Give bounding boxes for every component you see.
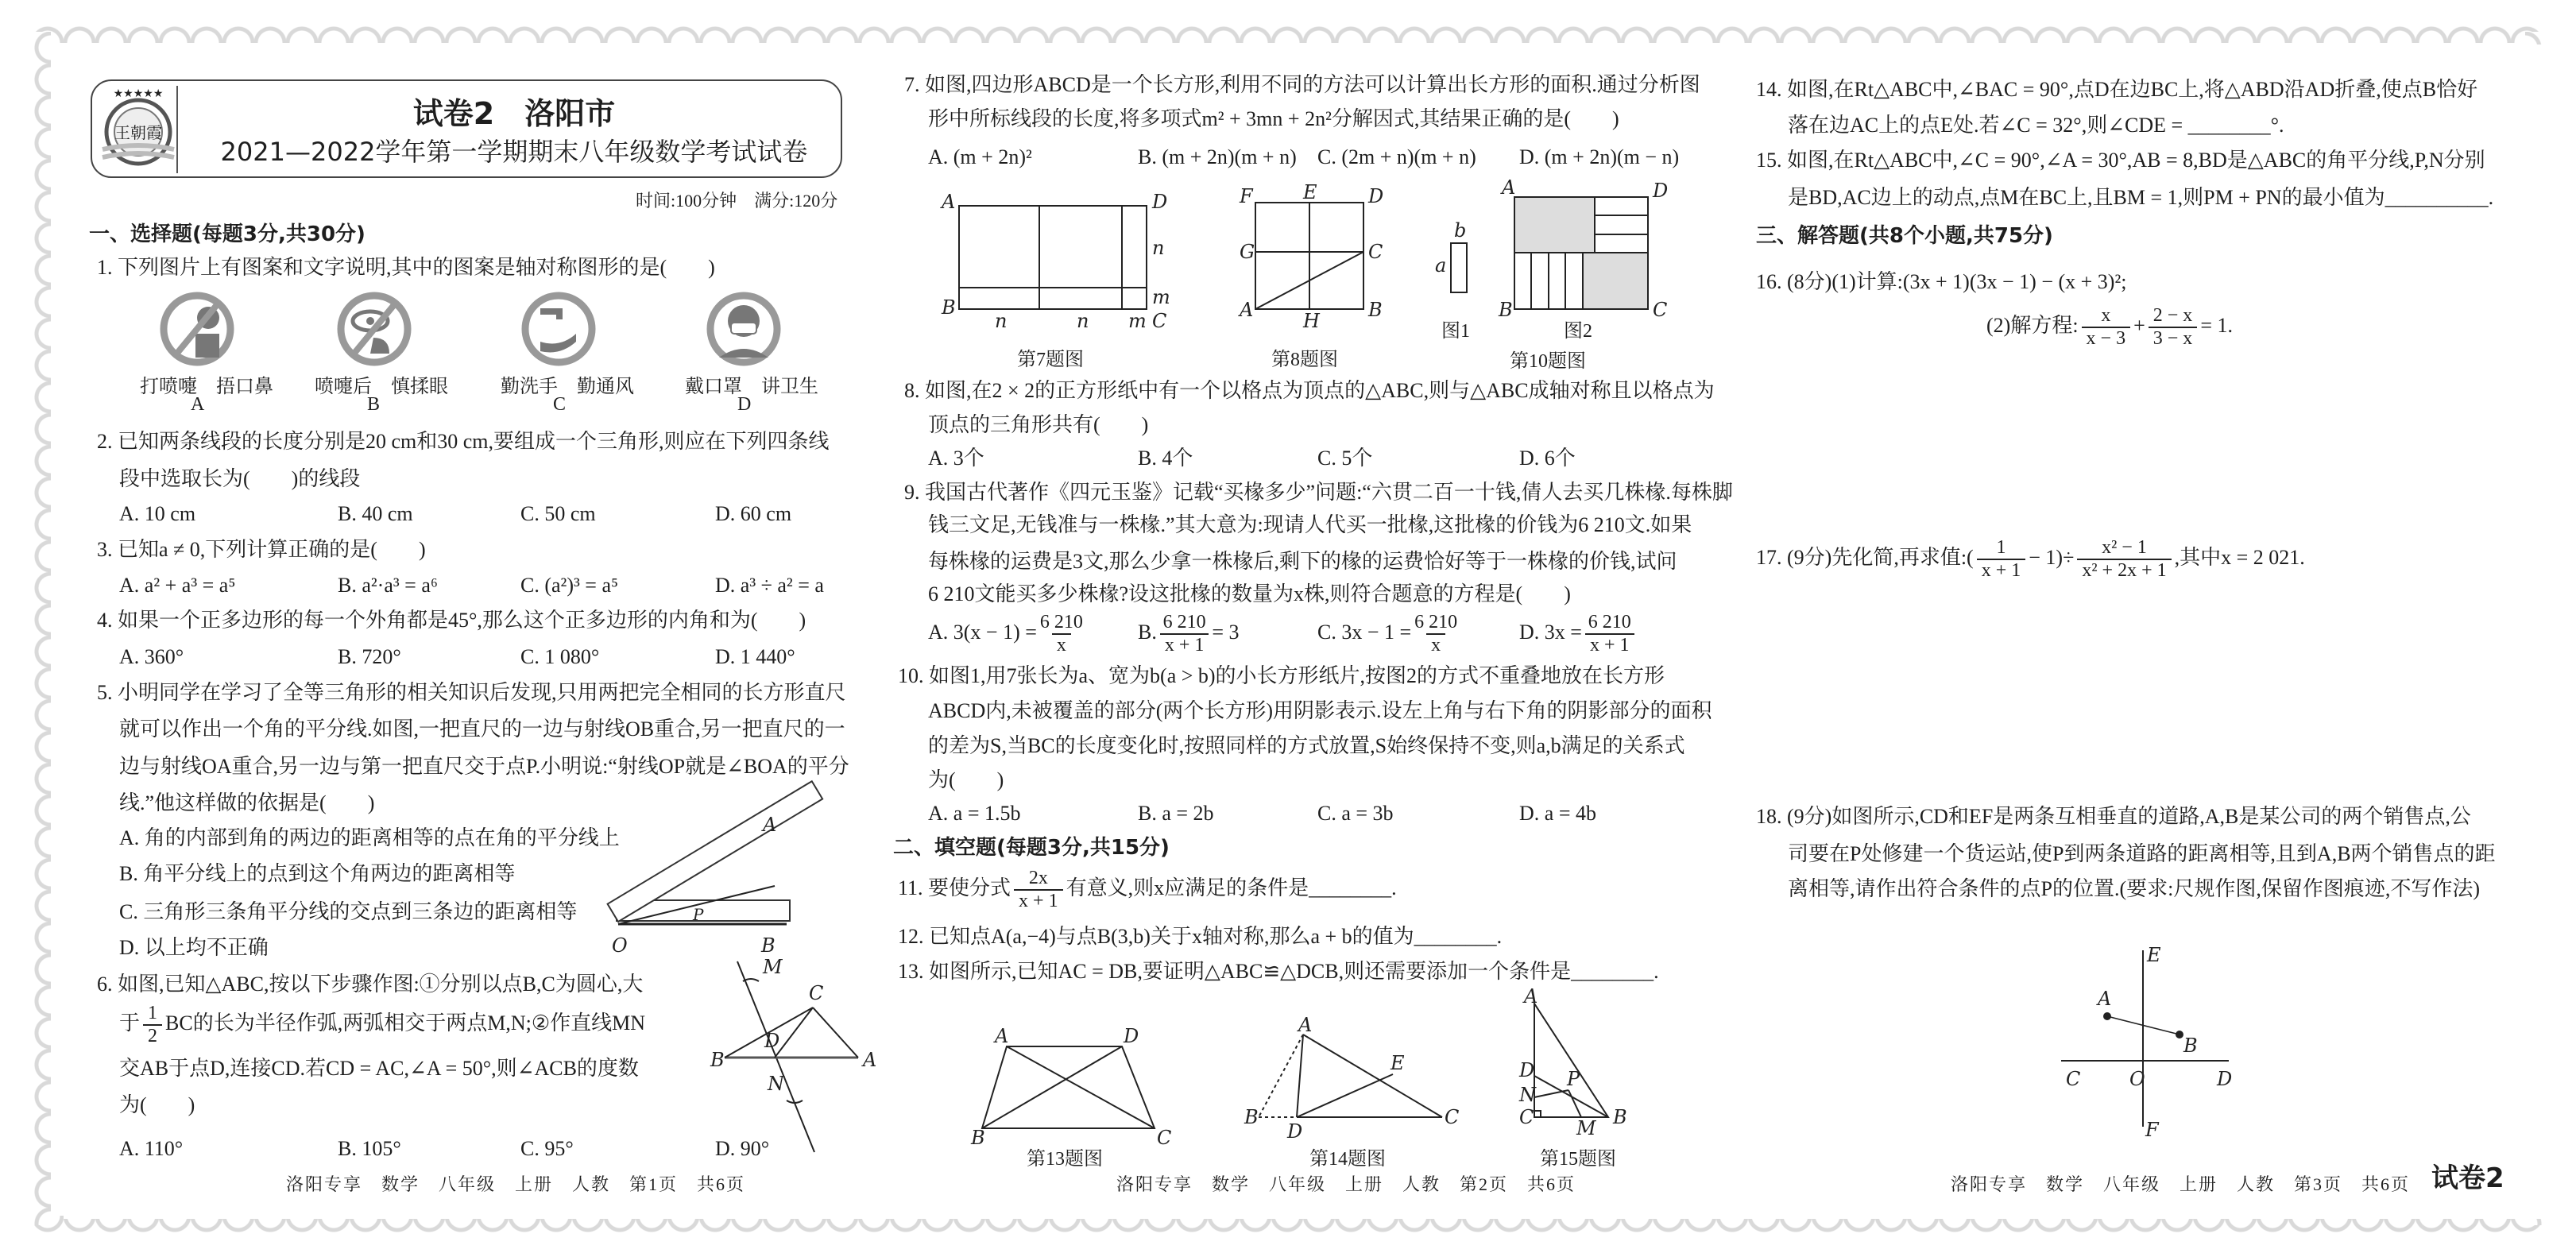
q6-figure [710,956,876,1152]
q17-pre: 17. (9分)先化简,再求值:( [1756,545,1974,569]
q16-part1: 16. (8分)(1)计算:(3x + 1)(3x − 1) − (x + 3)²; [1756,270,2127,293]
svg-text:B: B [942,296,956,319]
q9-line2: 钱三文足,无钱准与一株椽.”其大意为:现请人代买一批椽,这批椽的价钱为6 210文.如果 [928,513,1692,536]
svg-text:M: M [763,956,783,978]
svg-text:B: B [1499,299,1513,321]
svg-text:P: P [1567,1068,1580,1090]
fraction-denominator: x + 1 [1014,889,1063,912]
svg-text:C: C [1157,1127,1172,1149]
svg-text:B: B [1244,1106,1259,1128]
option-prefix: B. [1138,620,1157,644]
q16-part2-label: (2)解方程: [1986,313,2079,337]
q3-text: 3. 已知a ≠ 0,下列计算正确的是( ) [97,538,426,561]
svg-text:H: H [1303,310,1320,332]
q18-line2: 司要在P处修建一个货运站,使P到两条道路的距离相等,且到A,B两个销售点的距 [1788,842,2496,865]
eye-rub-icon [341,296,408,362]
q6-line2-pre: 于 [119,1011,141,1035]
q8-option-d[interactable]: D. 6个 [1519,447,1576,470]
q5-line3: 边与射线OA重合,另一边与第一把直尺交于点P.小明说:“射线OP就是∠BOA的平分 [119,755,849,778]
svg-text:A: A [1298,1014,1313,1036]
q6-option-c[interactable]: C. 95° [520,1137,574,1160]
fig13-quadrilateral [982,1046,1155,1128]
exam-subtitle: 2021—2022学年第一学期期末八年级数学考试试卷 [220,137,808,167]
svg-text:B: B [761,934,776,957]
svg-text:M: M [1576,1117,1596,1139]
svg-text:C: C [1653,299,1668,321]
q1-caption-b: 喷嚏后 慎揉眼 [315,377,448,397]
option-prefix: A. 3(x − 1) = [928,620,1037,644]
q5-option-c[interactable]: C. 三角形三条角平分线的交点到三条边的距离相等 [119,900,578,923]
svg-text:A: A [2098,988,2112,1010]
svg-text:m: m [1128,310,1147,332]
option-prefix: C. 3x − 1 = [1317,620,1412,644]
q3-option-c[interactable]: C. (a²)³ = a⁵ [520,574,619,597]
q12-text: 12. 已知点A(a,−4)与点B(3,b)关于x轴对称,那么a + b的值为________. [898,925,1503,948]
svg-text:A: A [1524,985,1538,1008]
hand-wash-icon [525,296,592,362]
fraction [1414,612,1457,656]
q11-text [898,868,1397,912]
fraction-denominator: x [1426,633,1445,656]
svg-text:A: A [1240,299,1254,321]
q6-line3: 交AB于点D,连接CD.若CD = AC,∠A = 50°,则∠ACB的度数 [119,1057,639,1080]
mask-icon [710,296,777,362]
q2-line1: 2. 已知两条线段的长度分别是20 cm和30 cm,要组成一个三角形,则应在下列四条线 [97,430,830,453]
fraction-denominator: x + 1 [1977,559,2026,582]
q1-option-d[interactable]: D [737,394,752,415]
fraction-numerator: 2x [1028,868,1048,888]
fraction-denominator: 2 [143,1024,162,1047]
svg-text:A: A [763,814,777,836]
q9-option-d[interactable] [1519,612,1638,656]
svg-text:n: n [1152,237,1165,259]
svg-text:B: B [2183,1035,2198,1057]
fraction-denominator: 3 − x [2149,327,2198,350]
fraction-numerator: 6 210 [1162,612,1206,632]
fig7-rectangle [959,206,1147,309]
section-fill-heading: 二、填空题(每题3分,共15分) [893,836,1170,860]
q10-option-c[interactable]: C. a = 3b [1317,802,1394,825]
q7-line1: 7. 如图,四边形ABCD是一个长方形,利用不同的方法可以计算出长方形的面积.通过分析图 [904,73,1700,96]
svg-text:D: D [764,1030,780,1052]
fraction [2082,305,2131,350]
q4-option-b[interactable]: B. 720° [338,645,401,668]
q2-option-b[interactable]: B. 40 cm [338,502,413,525]
svg-text:F: F [1240,185,1253,207]
fig15-triangle [1534,1004,1608,1117]
fraction [1040,612,1083,656]
q10-line3: 的差为S,当BC的长度变化时,按照同样的方式放置,S始终保持不变,则a,b满足的关系式 [928,734,1685,757]
q1-option-b[interactable]: B [367,394,381,415]
svg-text:B: B [1368,299,1383,321]
q7-line2: 形中所标线段的长度,将多项式m² + 3mn + 2n²分解因式,其结果正确的是( ) [928,107,1619,130]
svg-text:a: a [1435,254,1447,277]
q18-labels [2066,944,2232,1141]
q15-line2: 是BD,AC边上的动点,点M在BC上,且BM = 1,则PM + PN的最小值为__________. [1788,186,2494,209]
svg-text:C: C [809,982,824,1004]
fraction-numerator: 1 [1996,537,2006,558]
svg-text:D: D [1124,1025,1139,1047]
fraction-numerator: 2 − x [2152,305,2193,326]
page-footer-2: 洛阳专享 数学 八年级 上册 人教 第2页 共6页 [1116,1174,1576,1194]
fig8-caption: 第8题图 [1271,350,1338,370]
exam-badge: 试卷2 [2431,1162,2504,1194]
q6-labels [710,956,876,1095]
fig10-figure2 [1514,197,1648,309]
q11-post: 有意义,则x应满足的条件是________. [1066,876,1397,899]
fig7-labels [940,191,1170,332]
q9-option-c[interactable] [1317,612,1460,656]
svg-text:N: N [768,1073,784,1095]
fraction [1014,868,1063,912]
q6-option-a[interactable]: A. 110° [119,1137,184,1160]
svg-text:D: D [1653,180,1669,202]
fig13-caption: 第13题图 [1027,1149,1103,1170]
q8-line1: 8. 如图,在2 × 2的正方形纸中有一个以格点为顶点的△ABC,则与△ABC成轴对称且以格点为 [904,379,1715,402]
plus-sign: + [2133,313,2145,337]
q7-option-c[interactable]: C. (2m + n)(m + n) [1317,145,1476,168]
fig15-caption: 第15题图 [1540,1149,1616,1170]
q6-option-b[interactable]: B. 105° [338,1137,401,1160]
fraction [2077,537,2171,582]
q17-mid: − 1)÷ [2029,545,2075,569]
q10-option-b[interactable]: B. a = 2b [1138,802,1214,825]
section-choice-heading: 一、选择题(每题3分,共30分) [89,222,366,246]
svg-text:E: E [1303,181,1317,203]
q2-option-c[interactable]: C. 50 cm [520,502,596,525]
q6-line1: 6. 如图,已知△ABC,按以下步骤作图:①分别以点B,C为圆心,大 [97,973,644,996]
half-fraction [143,1003,162,1047]
page-footer-3: 洛阳专享 数学 八年级 上册 人教 第3页 共6页 [1951,1174,2411,1194]
q17-post: ,其中x = 2 021. [2174,545,2305,569]
q15-line1: 15. 如图,在Rt△ABC中,∠C = 90°,∠A = 30°,AB = 8,BD是△ABC的角平分线,P,N分别 [1756,149,2485,172]
q10-line4: 为( ) [928,768,1004,791]
q3-option-d[interactable]: D. a³ ÷ a² = a [715,574,824,597]
svg-text:P: P [693,905,704,924]
svg-text:B: B [710,1049,725,1071]
q5-option-b[interactable]: B. 角平分线上的点到这个角两边的距离相等 [119,862,516,885]
q5-option-a[interactable]: A. 角的内部到角的两边的距离相等的点在角的平分线上 [119,826,620,849]
fraction-numerator: x [2101,305,2111,326]
svg-text:O: O [612,934,628,957]
q14-line1: 14. 如图,在Rt△ABC中,∠BAC = 90°,点D在边BC上,将△ABD沿AD折叠,使点B恰好 [1756,78,2478,101]
q7-option-d[interactable]: D. (m + 2n)(m − n) [1519,145,1680,168]
q5-ruler-figure [608,781,823,957]
q10-line2: ABCD内,未被覆盖的部分(两个长方形)用阴影表示.设左上角与右下角的阴影部分的面积 [928,699,1712,722]
svg-text:E: E [1390,1052,1405,1074]
svg-text:b: b [1454,219,1467,242]
svg-text:D: D [1152,191,1168,213]
svg-text:A: A [863,1049,877,1071]
svg-text:n: n [1077,310,1089,332]
q14-line2: 落在边AC上的点E处.若∠C = 32°,则∠CDE = ________°. [1788,114,2284,137]
fraction-numerator: x² − 1 [2102,537,2147,558]
q2-option-a[interactable]: A. 10 cm [119,502,196,525]
svg-text:E: E [2147,944,2161,966]
svg-text:C: C [1445,1106,1460,1128]
fraction-numerator: 1 [148,1003,158,1023]
fig10-caption: 第10题图 [1510,351,1586,372]
q4-option-d[interactable]: D. 1 440° [715,645,795,668]
q1-caption-d: 戴口罩 讲卫生 [685,377,818,397]
q10-option-a[interactable]: A. a = 1.5b [928,802,1021,825]
q9-line1: 9. 我国古代著作《四元玉鉴》记载“买椽多少”问题:“六贯二百一十钱,倩人去买几株椽.每株脚 [904,481,1733,504]
q5-line1: 5. 小明同学在学习了全等三角形的相关知识后发现,只用两把完全相同的长方形直尺 [97,681,846,704]
q6-line2-post: BC的长为半径作弧,两弧相交于两点M,N;②作直线MN [165,1011,646,1035]
svg-text:C: C [2066,1068,2081,1090]
q4-text: 4. 如果一个正多边形的每一个外角都是45°,那么这个正多边形的内角和为( ) [97,609,806,632]
q2-option-d[interactable]: D. 60 cm [715,502,792,525]
q1-text: 1. 下列图片上有图案和文字说明,其中的图案是轴对称图形的是( ) [97,256,715,279]
fig14-labels [1244,1014,1459,1143]
q8-line2: 顶点的三角形共有( ) [928,413,1149,436]
svg-text:C: C [1152,310,1167,332]
q5-option-d[interactable]: D. 以上均不正确 [119,936,269,959]
sneeze-icon [164,296,230,362]
q13-text: 13. 如图所示,已知AC = DB,要证明△ABC≌△DCB,则还需要添加一个条件是________. [898,960,1659,983]
q1-option-c[interactable]: C [553,394,567,415]
q7-option-a[interactable]: A. (m + 2n)² [928,145,1032,168]
fraction-denominator: x [1052,633,1071,656]
section-solve-heading: 三、解答题(共8个小题,共75分) [1756,224,2053,248]
svg-text:B: B [971,1127,985,1149]
fraction-numerator: 6 210 [1039,612,1083,632]
q16-part2 [1986,305,2233,350]
fraction-numerator: 6 210 [1588,612,1631,632]
q16-equals: = 1. [2200,313,2233,337]
svg-text:N: N [1519,1084,1536,1106]
fig7-caption: 第7题图 [1017,350,1084,370]
q3-option-b[interactable]: B. a²·a³ = a⁶ [338,574,438,597]
svg-text:C: C [1519,1106,1534,1128]
svg-text:★★★★★: ★★★★★ [113,87,164,100]
option-suffix: = 3 [1212,620,1240,644]
fraction [1977,537,2026,582]
q9-line3: 每株椽的运费是3文,那么少拿一株椽后,剩下的椽的运费恰好等于一株椽的价钱,试问 [928,550,1677,573]
fraction-denominator: x + 1 [1160,633,1209,656]
option-prefix: D. 3x = [1519,620,1582,644]
fraction [1585,612,1634,656]
svg-text:m: m [1152,286,1170,308]
fig10-figure1 [1435,219,1467,292]
q1-caption-c: 勤洗手 勤通风 [501,377,634,397]
fraction-denominator: x − 3 [2082,327,2131,350]
q10-line1: 10. 如图1,用7张长为a、宽为b(a > b)的小长方形纸片,按图2的方式不重叠地放在长方形 [898,664,1665,687]
q1-caption-a: 打喷嚏 捂口鼻 [140,377,273,397]
q8-option-b[interactable]: B. 4个 [1138,447,1193,470]
q4-option-c[interactable]: C. 1 080° [520,645,600,668]
fig10-sub1: 图1 [1441,321,1470,342]
fig10-sub2: 图2 [1564,321,1592,342]
q18-line1: 18. (9分)如图所示,CD和EF是两条互相垂直的道路,A,B是某公司的两个销售点,公 [1756,805,2471,828]
svg-text:F: F [2145,1119,2159,1141]
q6-option-d[interactable]: D. 90° [715,1137,770,1160]
exam-title: 试卷2 洛阳市 [412,96,616,131]
svg-text:D: D [1287,1120,1303,1143]
svg-text:王朝霞: 王朝霞 [114,123,162,142]
q5-line4: 线.”他这样做的依据是( ) [119,791,375,814]
svg-text:D: D [1519,1059,1535,1081]
q9-option-a[interactable] [928,612,1086,656]
q10-option-d[interactable]: D. a = 4b [1519,802,1596,825]
q8-option-a[interactable]: A. 3个 [928,447,984,470]
q18-line3: 离相等,请作出符合条件的点P的位置.(要求:尺规作图,保留作图痕迹,不写作法) [1788,877,2481,900]
svg-text:A: A [942,191,956,213]
q3-option-a[interactable]: A. a² + a³ = a⁵ [119,574,236,597]
q9-option-b[interactable] [1138,612,1240,656]
fig13-labels [970,1025,1171,1149]
fig8-rectangle [1255,203,1363,309]
svg-text:A: A [995,1025,1009,1047]
fig14-triangle [1259,1035,1442,1117]
q18-roads-figure [2061,950,2229,1127]
fraction [1160,612,1209,656]
svg-text:D: D [2217,1068,2233,1090]
svg-text:n: n [995,310,1008,332]
q7-option-b[interactable]: B. (m + 2n)(m + n) [1138,145,1297,168]
fraction-numerator: 6 210 [1414,612,1458,632]
q2-line2: 段中选取长为( )的线段 [119,467,361,490]
q1-option-a[interactable]: A [191,394,205,415]
q6-triangle-figure [725,961,858,1152]
q4-option-a[interactable]: A. 360° [119,645,184,668]
q11-pre: 11. 要使分式 [898,876,1011,899]
exam-meta: 时间:100分钟 满分:120分 [636,191,838,211]
q6-line2 [119,1003,645,1047]
fraction-denominator: x² + 2x + 1 [2077,559,2171,582]
q9-line4: 6 210文能买多少株椽?设这批椽的数量为x株,则符合题意的方程是( ) [928,582,1571,605]
svg-text:A: A [1502,176,1516,199]
svg-text:G: G [1240,241,1255,263]
q6-line4: 为( ) [119,1093,195,1116]
svg-text:B: B [1613,1106,1627,1128]
fraction [2149,305,2198,350]
q5-line2: 就可以作出一个角的平分线.如图,一把直尺的一边与射线OB重合,另一把直尺的一 [119,717,845,741]
page-footer-1: 洛阳专享 数学 八年级 上册 人教 第1页 共6页 [286,1174,746,1194]
fig14-caption: 第14题图 [1309,1149,1386,1170]
svg-text:D: D [1368,185,1384,207]
fraction-denominator: x + 1 [1585,633,1634,656]
q17-text [1756,537,2305,582]
q8-option-c[interactable]: C. 5个 [1317,447,1373,470]
svg-text:O: O [2129,1068,2145,1090]
svg-text:C: C [1368,241,1383,263]
